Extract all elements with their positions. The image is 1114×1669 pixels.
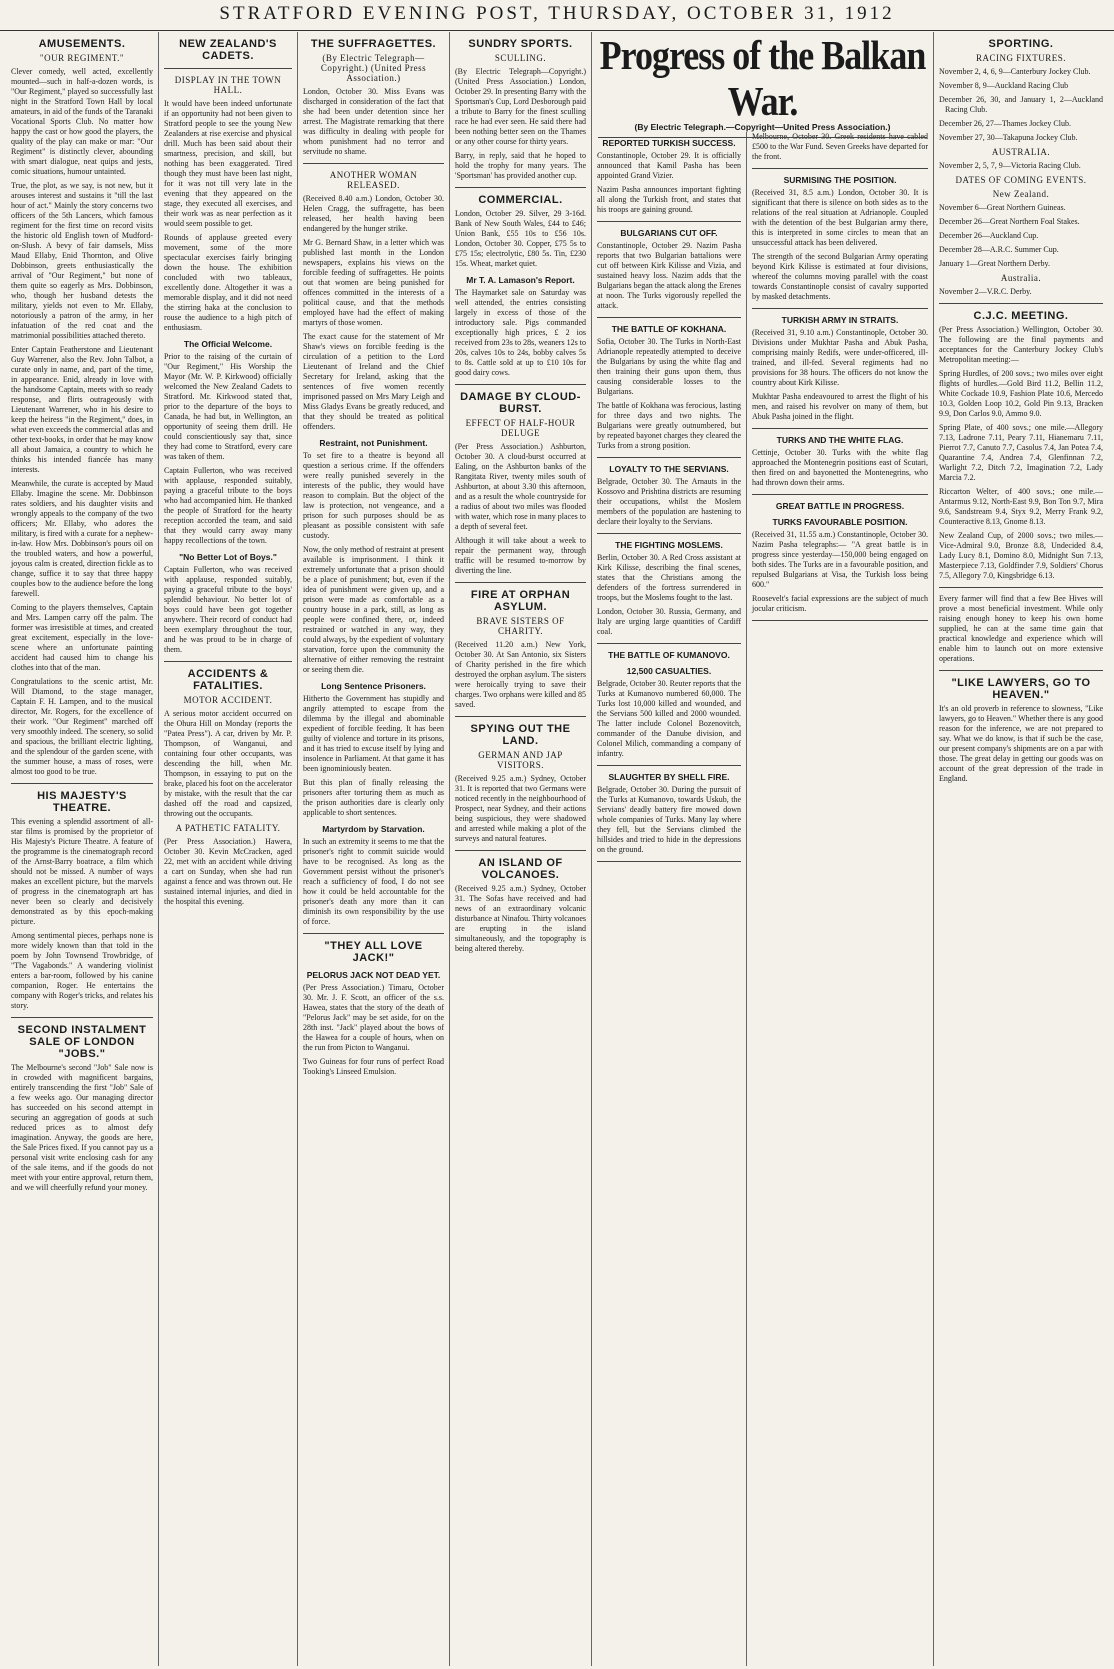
divider: [597, 317, 741, 318]
paragraph: Melbourne, October 30. Greek residents have cabled £500 to the War Fund. Seven Greeks have departed for the front.: [752, 132, 928, 161]
divider: [164, 68, 292, 69]
section-subheading: GERMAN AND JAP VISITORS.: [478, 750, 563, 770]
paragraph: Meanwhile, the curate is accepted by Maud Ellaby. Imagine the scene. Mr. Dobbinson rates soldiers, and his daughter visits and wrongly appeals to the company of the two officers; Mr. Ellaby, who adores the military, is fired with a curate for a nephew-in-law. How Mrs. Dobbinson's pours oil on the troubled waters, and how a powerful, joyous calm is created, direction fickle as to change, suffice it to say that three happy couples bow to the audience before the long farewell.: [11, 479, 153, 598]
paragraph: Barry, in reply, said that he hoped to hold the trophy for many years. The 'Sportsman' has provided another cup.: [455, 151, 586, 180]
subsection-heading: Mr T. A. Lamason's Report.: [466, 275, 575, 285]
paragraph: Constantinople, October 29. It is officially announced that Kamil Pasha has been appointed Grand Vizier.: [597, 151, 741, 180]
divider: [597, 533, 741, 534]
divider: [597, 765, 741, 766]
paragraph: Now, the only method of restraint at present available is imprisonment. I think it extremely unfortunate that a prison should be a place of punishment; but, even if the idea of punishment were given up, and a prison were made as comfortable as a country house in a park, still, as long as people were confined there, or, indeed restrained or watched in any way, they could always, by the expedient of voluntary starvation, force upon the community the alternative of either removing the restraint or seeing them die.: [303, 545, 444, 674]
paragraph: Berlin, October 30. A Red Cross assistant at Kirk Kilisse, describing the final scenes, states that the Christians among the defenders of the fortress surrendered in troops, but the Moslems fought to the last.: [597, 553, 741, 602]
section-heading: SPYING OUT THE LAND.: [470, 723, 571, 747]
section-subheading: New Zealand.: [992, 189, 1050, 199]
paragraph: Every farmer will find that a few Bee Hives will prove a most beneficial investment. While only raising enough honey to keep his own home supplied, he can at the same time gain that practical knowledge and experience which will enable him to launch out on more extensive operations.: [939, 594, 1103, 663]
section-heading: "LIKE LAWYERS, GO TO HEAVEN.": [951, 677, 1091, 701]
section-heading: SUNDRY SPORTS.: [468, 38, 573, 50]
paragraph: True, the plot, as we say, is not new, but it arouses interest and sustains it "till the last hour of act." Mainly the story concerns two officers of the 5th Lancers, which famous regiment for the first time on record visits the historic old English town of Mudford-on-Slush. A bevy of fair damsels, Miss Maud Ellaby, Enid Thornton, and Olive Dobbinson, greets enthusiastically the arrival of "Our Regiment," but none of them quite so eagerly as Mrs. Dobbinson, who, though her husband detests the military, yields not even to Mr. Ellaby, notoriously a patron of the army, in her infatuation of the red coat and the matrimonial possibilities attached thereto.: [11, 181, 153, 340]
fixtures-list: [939, 67, 1103, 143]
section-heading: AMUSEMENTS.: [38, 38, 126, 50]
list-item: November 8, 9—Auckland Racing Club: [939, 81, 1069, 90]
paragraph: (Received 31, 9.10 a.m.) Constantinople, October 30. Divisions under Mukhtar Pasha and Abuk Pasha, comprising mainly Redifs, were under-officered, ill-trained, and ill-fed. Several regiments had no provisions for 38 hours. The officers do not know the country about Kirk Kilisse.: [752, 328, 928, 387]
story-heading: SLAUGHTER BY SHELL FIRE.: [608, 772, 730, 782]
divider: [11, 1017, 153, 1018]
list-item: November 6—Great Northern Guineas.: [939, 203, 1066, 212]
section-subheading: A PATHETIC FATALITY.: [175, 823, 281, 833]
subsection-heading: The Official Welcome.: [183, 339, 273, 349]
balkan-war-title: Progress of the Balkan War.: [599, 32, 926, 124]
divider: [597, 457, 741, 458]
paragraph: Rounds of applause greeted every movement, some of the more spectacular exercises fairly bringing down the house. The exhibition concluded with two tableaux, excellently done. Altogether it was a memorable display, and it did not need the stirring haka at the conclusion to rouse the audience to a high pitch of enthusiasm.: [164, 233, 292, 332]
section-heading: COMMERCIAL.: [478, 194, 563, 206]
list-item: November 27, 30—Takapuna Jockey Club.: [939, 133, 1078, 142]
paragraph: It's an old proverb in reference to slowness, "Like lawyers, go to Heaven." Whether there is any good reason for the inference, we are not prepared to say. What we do know, is that if such be the case, our present company's shipments are on a par with those. The great delay in getting our goods was on account of the great depression of the trade in England.: [939, 704, 1103, 783]
list-item: December 26, 27—Thames Jockey Club.: [939, 119, 1071, 128]
divider: [303, 933, 444, 934]
paragraph: New Zealand Cup, of 2000 sovs.; two miles.—Vice-Admiral 9.0, Bronze 8.8, Undecided 8.4, Lady Lucy 8.1, Domino 8.0, Midnight Sun 7.13, Masterpiece 7.13, Goldfinder 7.9, Soldiers' Chorus 7.5, Allegory 7.0, Kingsbridge 6.13.: [939, 531, 1103, 580]
paragraph: Spring Hurdles, of 200 sovs.; two miles over eight flights of hurdles.—Gold Bird 11.2, Bellin 11.2, White Cockade 10.9, Fashion Plate 10.6, Mercedo 10.3, Golden Loop 10.2, Gold Pin 9.13, Bracken 9.9, Don Carlos 9.0, Ammo 9.0.: [939, 369, 1103, 418]
section-subheading: ANOTHER WOMAN RELEASED.: [329, 170, 418, 190]
section-subheading: EFFECT OF HALF-HOUR DELUGE: [465, 418, 576, 438]
paragraph: Constantinople, October 29. Nazim Pasha reports that two Bulgarian battalions were cut off between Kirk Kilisse and Vizia, and sustained heavy loss. Nazim adds that the Bulgarians began the attack along the Erenes at noon. The Turks vigorously repelled the attack.: [597, 241, 741, 310]
paragraph: The Melbourne's second "Job" Sale now is in crowded with magnificent bargains, entirely transcending the first "Job" Sale of a few weeks ago. Our managing director has succeeded on his second attempt in securing an aggregation of goods at such reduced prices as to almost defy imagination. Anyway, the goods are here, the Sale Prices fixed. If you cannot pay us a personal visit write enclosing cash for any of the sale items, and if the goods do not meet with your entire approval, return them, and we will cheerfully refund your money.: [11, 1063, 153, 1192]
paragraph: To set fire to a theatre is beyond all question a serious crime. If the offenders were really punished severely in the interests of the public, they would have reason to complain. But the object of the law is protection, not vengeance, and a prison for such purposes should be as pleasant as possible consistent with safe custody.: [303, 451, 444, 540]
paragraph: (Received 11.20 a.m.) New York, October 30. At San Antonio, six Sisters of Charity perished in the fire which destroyed the orphan asylum. The sisters were heroically trying to save their charges. Two orphans were killed and 85 saved.: [455, 640, 586, 709]
list-item: December 28—A.R.C. Summer Cup.: [939, 245, 1059, 254]
list-item: December 26—Auckland Cup.: [939, 231, 1039, 240]
section-heading: "THEY ALL LOVE JACK!": [324, 940, 423, 964]
paragraph: London, October 30. Russia, Germany, and Italy are urging large quantities of Cardiff coal.: [597, 607, 741, 636]
divider: [11, 783, 153, 784]
paragraph: (Received 9.25 a.m.) Sydney, October 31. The Sofas have received and had news of an extraordinary volcanic disturbance at Ninafou. Thirty volcanoes are erupting in the island simultaneously, and the topography is being altered thereby.: [455, 884, 586, 953]
section-heading: C.J.C. MEETING.: [973, 310, 1069, 322]
paragraph: The strength of the second Bulgarian Army operating beyond Kirk Kilisse is estimated at four divisions, whereof the columns moving parallel with the coast towards Constantinople consist of cavalry supported by masked detachments.: [752, 252, 928, 301]
paragraph: Coming to the players themselves, Captain and Mrs. Lampen carry off the palm. The former was irresistible at times, and created great excitement, especially in the love-scene where an unfortunate painting accident had caused him to change his clothes into that of the man.: [11, 603, 153, 672]
paragraph: Mukhtar Pasha endeavoured to arrest the flight of his men, and raised his revolver on many of them, but Abuk Pasha joined in the flight.: [752, 392, 928, 421]
section-subheading: SCULLING.: [494, 53, 547, 63]
paragraph: London, October 29. Silver, 29 3-16d. Bank of New South Wales, £44 to £46; Union Bank, £55 10s to £56 10s. London, October 30. Copper, £75 5s to £75 15s; electrolytic, £80 5s. Tin, £230 15s. Wheat, market quiet.: [455, 209, 586, 268]
balkan-right-stories: [752, 132, 928, 621]
divider: [597, 643, 741, 644]
paragraph: Belgrade, October 30. The Arnauts in the Kossovo and Prishtina districts are resuming their occupations, whilst the Moslem members of the population are hastening to declare their loyalty to the Servians.: [597, 477, 741, 526]
divider: [303, 163, 444, 164]
divider: [752, 620, 928, 621]
section-subheading: AUSTRALIA.: [991, 147, 1051, 157]
divider: [752, 168, 928, 169]
paragraph: A serious motor accident occurred on the Ohura Hill on Monday (reports the "Patea Press"). A car, driven by Mr. P. Thompson, of Wanganui, and containing four other occupants, was descending the hill, when Mr. Thompson, in essaying to put on the brake, placed his foot on the accelerator by mistake, with the result that the car dashed off the road and capsized, throwing out the occupants.: [164, 709, 292, 818]
paragraph: But this plan of finally releasing the prisoners after torturing them as much as the prison authorities dare is clearly only applicable to short sentences.: [303, 778, 444, 817]
paragraph: London, October 30. Miss Evans was discharged in consideration of the fact that she had been under detention since her arrest. The Magistrate remarking that there was difficulty in dealing with people for whom punishment had no terror and servitude no shame.: [303, 87, 444, 156]
column-suffragettes: [298, 32, 450, 1666]
story-heading: THE FIGHTING MOSLEMS.: [615, 540, 723, 550]
divider: [597, 221, 741, 222]
list-item: November 2, 5, 7, 9—Victoria Racing Club.: [939, 161, 1081, 170]
paragraph: Cettinje, October 30. Turks with the white flag approached the Montenegrin positions east of Scutari, then fired on and bayonetted the Montenegrins, who had thrown down their arms.: [752, 448, 928, 487]
story-heading: BULGARIANS CUT OFF.: [620, 228, 718, 238]
section-heading: HIS MAJESTY'S THEATRE.: [37, 790, 127, 814]
paragraph: Spring Plate, of 400 sovs.; one mile.—Allegory 7.13, Ladrone 7.11, Peary 7.11, Hianemaru 7.11, Pierrot 7.7, Canuto 7.7, Casolus 7.4, Jan Potea 7.4, Quarantine 7.4, Andrea 7.4, Glenfinnan 7.2, Warlight 7.2, Ditch 7.2, Imagination 7.2, Lady Marcia 7.2.: [939, 423, 1103, 482]
section-subheading: DISPLAY IN THE TOWN HALL.: [174, 75, 282, 95]
story-subheading: TURKS FAVOURABLE POSITION.: [772, 517, 908, 527]
story-heading: GREAT BATTLE IN PROGRESS.: [775, 501, 905, 511]
paragraph: Nazim Pasha announces important fighting all along the Turkish front, and states that his troops are gaining ground.: [597, 185, 741, 214]
subsection-heading: "No Better Lot of Boys.": [179, 552, 277, 562]
divider: [164, 661, 292, 662]
divider: [939, 303, 1103, 304]
paragraph: Sofia, October 30. The Turks in North-East Adrianople repeatedly attempted to deceive the Bulgarians by using the white flag and then training their guns upon them, thus causing considerable losses to the Bulgarians.: [597, 337, 741, 396]
column-balkan-right: [747, 32, 934, 1666]
divider: [939, 670, 1103, 671]
section-subheading: "OUR REGIMENT.": [39, 53, 125, 63]
paragraph: Mr G. Bernard Shaw, in a letter which was published last month in the London newspapers, explains his views on the forcible feeding of suffragettes. He points out that women are being punished for offences committed in the interests of a political cause, and that the methods employed have had the effect of making martyrs of those women.: [303, 238, 444, 327]
story-heading: THE BATTLE OF KUMANOVO.: [608, 650, 730, 660]
section-heading: ACCIDENTS & FATALITIES.: [187, 668, 269, 692]
paragraph: Prior to the raising of the curtain of "Our Regiment," His Worship the Mayor (Mr. W. P. Kirkwood) officially welcomed the New Zealand Cadets to Stratford. Mr. Kirkwood stated that, prior to the departure of the boys to Canada, he had but, in Wellington, an opportunity of seeing them drill. He could conscientiously say that, since they had come to Stratford, every care was taken of them.: [164, 352, 292, 461]
paragraph: Among sentimental pieces, perhaps none is more widely known than that told in the poem by John Townsend Trowbridge, of "The Vagabonds." A wandering violinist enters a bar-room, followed by his canine companion, Roger. He entertains the company with Roger's tricks, and relates his story.: [11, 931, 153, 1010]
section-heading: SECOND INSTALMENT SALE OF LONDON "JOBS.": [17, 1024, 147, 1060]
divider: [752, 308, 928, 309]
paragraph: Although it will take about a week to repair the permanent way, through traffic will be resumed to-morrow by diverting the line.: [455, 536, 586, 575]
section-subheading: DATES OF COMING EVENTS.: [955, 175, 1087, 185]
paragraph: Two Guineas for four runs of perfect Road Tooking's Linseed Emulsion.: [303, 1057, 444, 1076]
story-heading: THE BATTLE OF KOKHANA.: [611, 324, 727, 334]
paragraph: In such an extremity it seems to me that the prisoner's right to commit suicide would have to be recognised. As long as the Government persist without the prisoner's reach a sufficiency of food, I do not see how it could be held accountable for the prisoner's death any more than it can diminish its own responsibility by the use of force.: [303, 837, 444, 926]
paragraph: (By Electric Telegraph—Copyright.) (United Press Association.) London, October 29. In presenting Barry with the Sportsman's Cup, Lord Desborough paid a tribute to Barry for the finest sculling race he had ever seen. He said there had been nothing better seen on the Thames or any other course for thirty years.: [455, 67, 586, 146]
section-subheading: RACING FIXTURES.: [975, 53, 1066, 63]
events-list: [939, 203, 1103, 269]
list-item: November 2—V.R.C. Derby.: [939, 287, 1032, 296]
paragraph: (Per Press Association.) Wellington, October 30. The following are the final payments and acceptances for the Canterbury Jockey Club's Metropolitan meeting:—: [939, 325, 1103, 364]
list-item: December 26—Great Northern Foal Stakes.: [939, 217, 1080, 226]
section-heading: FIRE AT ORPHAN ASYLUM.: [470, 589, 571, 613]
divider: [455, 850, 586, 851]
paragraph: Clever comedy, well acted, excellently mounted—such in half-a-dozen words, is "Our Regiment," played so successfully last night in the Stratford Town Hall by local amateurs, in aid of the funds of the Taranaki Vocational Sports Club. No matter how happy the cast or how good the players, the quality of the play can make or mar: "Our Regiment" is distinctly clever, abounding with smart dialogue, neat quips and jests, comic situations, humour untainted.: [11, 67, 153, 176]
paragraph: Belgrade, October 30. Reuter reports that the Turks at Kumanovo numbered 60,000. The Turks lost 10,000 killed and wounded, and the Servians 500 killed and 2000 wounded. The latter include Colonel Bozenovitch, commander of the Danube division, and Colonel Milich, commanding a company of infantry.: [597, 679, 741, 758]
subsection-heading: Restraint, not Punishment.: [319, 438, 428, 448]
section-heading: DAMAGE BY CLOUD-BURST.: [460, 391, 581, 415]
divider: [752, 428, 928, 429]
paragraph: (Received 9.25 a.m.) Sydney, October 31. It is reported that two Germans were noticed recently in the neighbourhood of Prospect, near Sydney, and their actions being suspicious, they were shadowed and arrested while making a plot of the surveys and natural features.: [455, 774, 586, 843]
section-heading: AN ISLAND OF VOLCANOES.: [478, 857, 563, 881]
paragraph: The exact cause for the statement of Mr Shaw's views on forcible feeding is the circulation of a petition to the Lord Lieutenant of Ireland and the Chief Secretary for Ireland, asking that the sentences of five women recently imprisoned passed on Mrs Mary Leigh and Miss Gladys Evans be greatly reduced, and that they should be treated as political offenders.: [303, 332, 444, 431]
story-heading: REPORTED TURKISH SUCCESS.: [602, 138, 736, 148]
paragraph: It would have been indeed unfortunate if an opportunity had not been given to Stratford people to see the young New Zealanders at rise exercise and physical drill. Much has been said about their smartness, precision, and skill, but nothing has been exaggerated. Tired though they must have been last night, for it was not till very late in the evening that they appeared on the stage, they executed all exercises, and their work was as near perfection as it would seem possible to get.: [164, 99, 292, 228]
divider: [597, 861, 741, 862]
paragraph: Captain Fullerton, who was received with applause, responded suitably, paying a graceful tribute to the boys' splendid behaviour. No better lot of boys could have been got together anywhere. Their record of conduct had been exemplary throughout the tour, and he was proud to be in charge of them.: [164, 565, 292, 654]
divider: [752, 494, 928, 495]
subsection-heading: PELORUS JACK NOT DEAD YET.: [306, 970, 441, 980]
balkan-war-credit: (By Electric Telegraph.—Copyright—United Press Association.): [598, 122, 927, 138]
paragraph: Belgrade, October 30. During the pursuit of the Turks at Kumanovo, towards Uskub, the Servians' deadly battery fire mowed down whole companies of Turks. Many lay where they fell, but the Servians climbed the hillsides and tried to hide in the depressions on the ground.: [597, 785, 741, 854]
paragraph: Hitherto the Government has stupidly and angrily attempted to escape from the dilemma by the illegal and abominable expedient of forcible feeding. It has been guilty of violence and torture in its prisons, and it has tried to excuse itself by lying and insolence in Parliament. At that game it has been ignominiously beaten.: [303, 694, 444, 773]
column-amusements: [6, 32, 159, 1666]
paragraph: The battle of Kokhana was ferocious, lasting for three days and two nights. The Bulgarians were greatly outnumbered, but by repeated bayonet charges they cleared the Turks from a strong position.: [597, 401, 741, 450]
list-item: January 1—Great Northern Derby.: [939, 259, 1050, 268]
paragraph: Enter Captain Featherstone and Lieutenant Guy Warrener, also the Rev. John Talbot, a curate only in name, and, part of the time, in appearance. Enid, already in love with the handsome Captain, meets with so ready response, and flirts outrageously with Lieutenant Warrener, who in his desire to keep the heiress "in the Regiment," does, in what even exceeds the commercial atlas and other text-books, in order that he may know all about Jamaica, a country to which he thinks his intended fiancée has many interests.: [11, 345, 153, 474]
paragraph: (Received 31, 11.55 a.m.) Constantinople, October 30. Nazim Pasha telegraphs:— "A great battle is in progress since yesterday—150,000 being engaged on both sides. The Turks are in a favourable position, and repulsed Bulgarians at Visa, the Turkish loss being 600.": [752, 530, 928, 589]
paragraph: (Received 8.40 a.m.) London, October 30. Helen Cragg, the suffragette, has been released, her health having been endangered by the hunger strike.: [303, 194, 444, 233]
balkan-left-stories: [597, 138, 741, 862]
paragraph: (Per Press Association.) Hawera, October 30. Kevin McCracken, aged 22, met with an accident while driving a cart on Sunday, when she had run against a fence and was thrown out. He sustained internal injuries, and died in the hospital this evening.: [164, 837, 292, 906]
story-subheading: 12,500 CASUALTIES.: [626, 666, 712, 676]
paragraph: (Per Press Association.) Ashburton, October 30. A cloud-burst occurred at Ealing, on the Ashburton banks of the Rangitata River, twenty miles south of Ashburton, at about 3.30 this afternoon, and as a result the whole countryside for a radius of about two miles was flooded with water, which rose in many places to a depth of several feet.: [455, 442, 586, 531]
list-item: November 2, 4, 6, 9—Canterbury Jockey Club.: [939, 67, 1091, 76]
paragraph: Riccarton Welter, of 400 sovs.; one mile.—Antarmus 9.12, North-East 9.9, Bon Ton 9.7, Mira 9.6, Sandstream 9.4, Styx 9.2, Merry Frank 9.2, Counteractive 8.13, Gnome 8.13.: [939, 487, 1103, 526]
story-heading: LOYALTY TO THE SERVIANS.: [609, 464, 729, 474]
story-heading: SURMISING THE POSITION.: [783, 175, 897, 185]
balkan-war-banner: [592, 32, 934, 132]
section-subheading: BRAVE SISTERS OF CHARITY.: [476, 616, 565, 636]
list-item: December 26, 30, and January 1, 2—Auckland Racing Club.: [939, 95, 1103, 114]
paragraph: Captain Fullerton, who was received with applause, responded suitably, paying a graceful tribute to the boys who had accompanied him. He thanked the people of Stratford for the hearty reception accorded the team, and said that they would carry away many happy recollections of the town.: [164, 466, 292, 545]
section-subheading: Australia.: [1000, 273, 1042, 283]
subsection-heading: Martyrdom by Starvation.: [322, 824, 425, 834]
credit-line: (By Electric Telegraph—Copyright.) (United Press Association.): [320, 53, 427, 83]
australia-list: [939, 161, 1103, 171]
section-heading: SPORTING.: [988, 38, 1054, 50]
divider: [939, 587, 1103, 588]
column-balkan-left: [592, 32, 747, 1666]
column-sporting: [934, 32, 1108, 1666]
paragraph: Roosevelt's facial expressions are the subject of much jocular criticism.: [752, 594, 928, 613]
paragraph: (Per Press Association.) Timaru, October 30. Mr. J. F. Scott, an officer of the s.s. Hawea, states that the story of the death of "Pelorus Jack" may be set aside, for on the 28th inst. "Jack" played about the bows of the Hawea for a couple of hours, when on the run from Picton to Wanganui.: [303, 983, 444, 1052]
subsection-heading: Long Sentence Prisoners.: [321, 681, 426, 691]
column-cadets: [159, 32, 298, 1666]
section-subheading: MOTOR ACCIDENT.: [183, 695, 273, 705]
divider: [455, 384, 586, 385]
section-heading: NEW ZEALAND'S CADETS.: [179, 38, 277, 62]
story-heading: TURKS AND THE WHITE FLAG.: [776, 435, 904, 445]
paragraph: Congratulations to the scenic artist, Mr. Will Diamond, to the stage manager, Captain F. H. Lampen, and to the musical director, Mr. Rogers, for the excellence of their work. "Our Regiment" marched off very smoothly indeed. The scenery, so solid and spacious, the brilliant electric lighting, and the splendour of the garden scene, with the summer house, a mass of roses, were almost too good to be true.: [11, 677, 153, 776]
divider: [455, 187, 586, 188]
paragraph: (Received 31, 8.5 a.m.) London, October 30. It is significant that there is silence on both sides as to the relations of the real situation at Adrianople. Coupled with the detention of the best Bulgarian army there, this is interpreted in some circles to mean that an unsuccessful attack has been delivered.: [752, 188, 928, 247]
masthead: STRATFORD EVENING POST, THURSDAY, OCTOBER 31, 1912: [0, 0, 1114, 31]
paragraph: The Haymarket sale on Saturday was well attended, the entries consisting largely in excess of those of the introductory sale. Pigs commanded exceptionally high prices, £ 2 ios received from 23s to 28s, weaners 12s to 20s, calves 10s to 24s, bobby calves 5s to 8s. Cattle sold at up to £10 10s for good dairy cows.: [455, 288, 586, 377]
section-heading: THE SUFFRAGETTES.: [310, 38, 437, 50]
events-list-australia: [939, 287, 1103, 297]
paragraph: This evening a splendid assortment of all-star films is promised by the proprietor of His Majesty's Picture Theatre. A feature of the programme is the cinematograph record of the Arnst-Barry boatrace, a film which should not be missed. A number of ways makes an excellent picture, but the marvels of progress in the cinematograph art has never been so clearly and decisively demonstrated as by this epoch-making picture.: [11, 817, 153, 926]
column-sports-commercial: [450, 32, 592, 1666]
story-heading: TURKISH ARMY IN STRAITS.: [781, 315, 899, 325]
divider: [455, 582, 586, 583]
page-columns: [6, 32, 1108, 1666]
divider: [455, 716, 586, 717]
